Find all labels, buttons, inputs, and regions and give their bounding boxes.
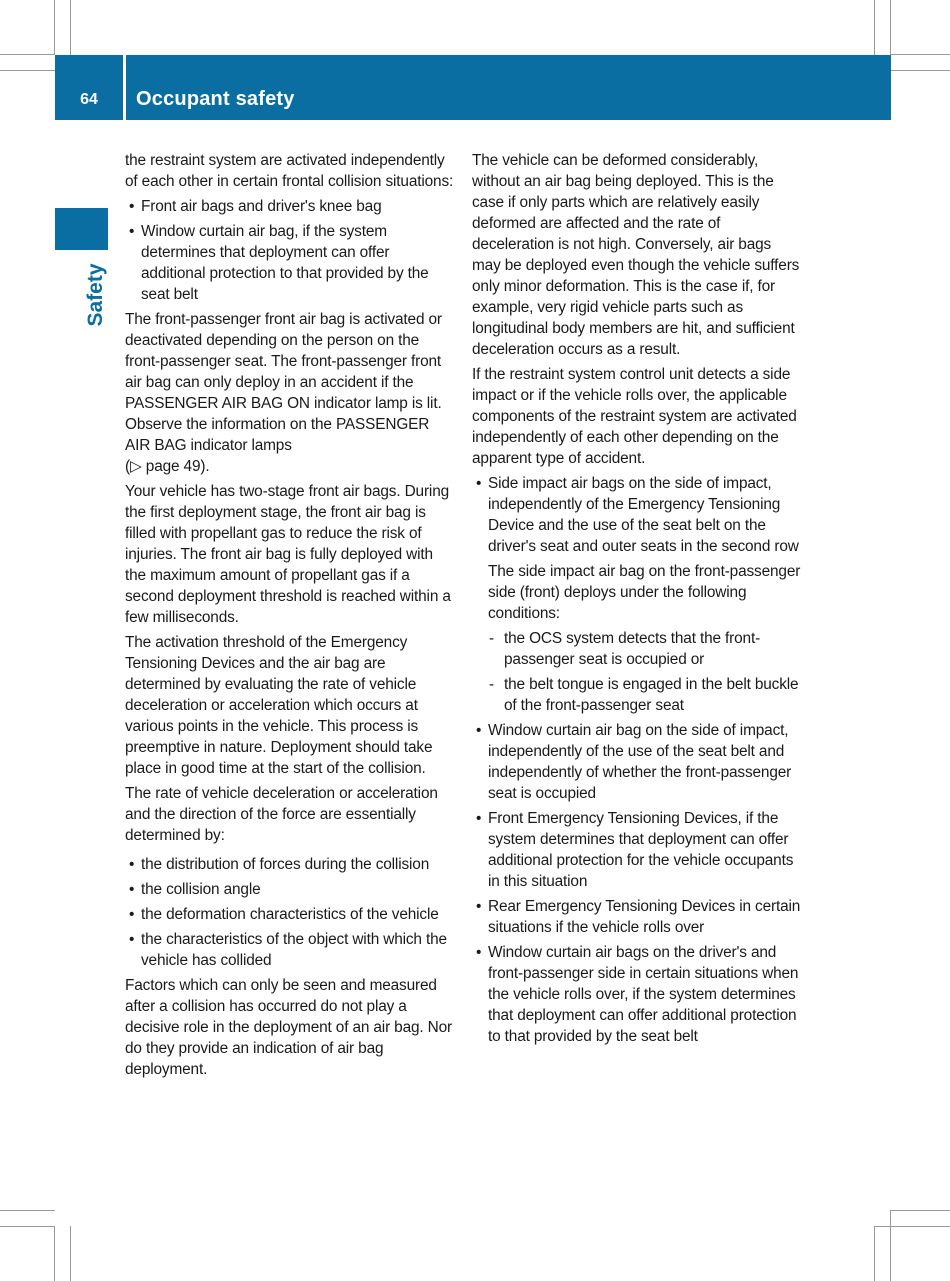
dash-item: - the belt tongue is engaged in the belt buckle of the front-passenger seat — [504, 674, 802, 716]
list-item: • the distribution of forces during the collision — [141, 854, 455, 875]
paragraph: The rate of vehicle deceleration or acceleration and the direction of the force are essentially determined by: — [125, 785, 438, 844]
crop-mark — [54, 1226, 55, 1281]
paragraph: Factors which can only be seen and measured after a collision has occurred do not play a decisive role in the deployment of an air bag. Nor do they provide an indication of air bag deployment. — [125, 977, 453, 1078]
crop-mark — [0, 54, 55, 55]
list-item: • Rear Emergency Tensioning Devices in certain situations if the vehicle rolls over — [488, 896, 802, 938]
list-item: • Front Emergency Tensioning Devices, if the system determines that deployment can offer additional protection for the vehicle occupants in this situation — [488, 808, 802, 892]
side-tab-label: Safety — [84, 263, 107, 327]
list-item-text: • Side impact air bags on the side of impact, independently of the Emergency Tensioning Device and the use of the seat belt on the driver's seat and outer seats in the second row — [488, 475, 799, 555]
crop-mark — [890, 0, 891, 55]
list-item: • the deformation characteristics of the vehicle — [141, 904, 455, 925]
list-item: • Window curtain air bag on the side of impact, independently of the use of the seat belt and independently of whether the front-passenger seat is occupied — [488, 720, 802, 804]
paragraph-text: The front-passenger front air bag is activated or deactivated depending on the person on the front-passenger seat. The front-passenger front air bag can only deploy in an accident if the PASSENGER AIR BAG ON indicator lamp is lit. Observe the information on the PASSENGER AIR BAG indicator lamps — [125, 311, 442, 454]
list-item: • Window curtain air bag, if the system determines that deployment can offer additional protection to that provided by the seat belt — [141, 221, 455, 305]
paragraph: If the restraint system control unit detects a side impact or if the vehicle rolls over, the applicable components of the restraint system are activated independently of each other depending on the apparent type of accident. — [472, 366, 797, 467]
list-item: • the characteristics of the object with which the vehicle has collided — [141, 929, 455, 971]
paragraph: The vehicle can be deformed considerably, without an air bag being deployed. This is the case if only parts which are relatively easily deformed are affected and the rate of deceleration is not high. Conversely, air bags may be deployed even though the vehicle suffers only minor deformation. This is the case if, for example, very rigid vehicle parts such as longitudinal body members are hit, and sufficient deceleration occurs as a result. — [472, 152, 800, 358]
dash-list — [488, 628, 802, 716]
list-item: • the collision angle — [141, 879, 455, 900]
crop-mark — [874, 1226, 950, 1227]
crop-mark — [0, 70, 55, 71]
section-title: Occupant safety — [136, 88, 295, 110]
crop-mark — [70, 1226, 71, 1281]
bullet-list — [125, 196, 455, 305]
crop-mark — [890, 1210, 950, 1211]
list-item: • Front air bags and driver's knee bag — [141, 196, 455, 217]
left-column — [125, 150, 455, 1084]
page-reference: (▷ page 49). — [125, 458, 210, 475]
bullet-list — [472, 473, 802, 1047]
right-column — [472, 150, 802, 1051]
crop-mark — [0, 1226, 55, 1227]
paragraph: the restraint system are activated independently of each other in certain frontal collision situations: — [125, 152, 454, 190]
list-item-subparagraph: The side impact air bag on the front-passenger side (front) deploys under the following conditions: — [488, 563, 801, 622]
crop-mark — [70, 0, 71, 55]
list-item — [488, 473, 802, 716]
crop-mark — [890, 70, 950, 71]
paragraph — [125, 309, 455, 477]
bullet-list — [125, 854, 455, 971]
crop-mark — [874, 1226, 875, 1281]
crop-mark — [874, 0, 875, 55]
crop-mark — [890, 54, 950, 55]
crop-mark — [0, 1210, 55, 1211]
crop-mark — [890, 1210, 891, 1281]
list-item: • Window curtain air bags on the driver's and front-passenger side in certain situations when the vehicle rolls over, if the system determines that deployment can offer additional protection to that provided by the seat belt — [488, 942, 802, 1047]
crop-mark — [54, 0, 55, 55]
paragraph: Your vehicle has two-stage front air bags. During the first deployment stage, the front air bag is filled with propellant gas to reduce the risk of injuries. The front air bag is fully deployed with the maximum amount of propellant gas if a second deployment threshold is reached within a few milliseconds. — [125, 483, 451, 626]
side-tab-marker — [55, 208, 108, 250]
page-number: 64 — [80, 91, 98, 108]
paragraph: The activation threshold of the Emergency Tensioning Devices and the air bag are determined by evaluating the rate of vehicle deceleration or acceleration which occurs at various points in the vehicle. This process is preemptive in nature. Deployment should take place in good time at the start of the collision. — [125, 634, 433, 777]
dash-item: - the OCS system detects that the front-passenger seat is occupied or — [504, 628, 802, 670]
header-divider — [123, 55, 126, 120]
